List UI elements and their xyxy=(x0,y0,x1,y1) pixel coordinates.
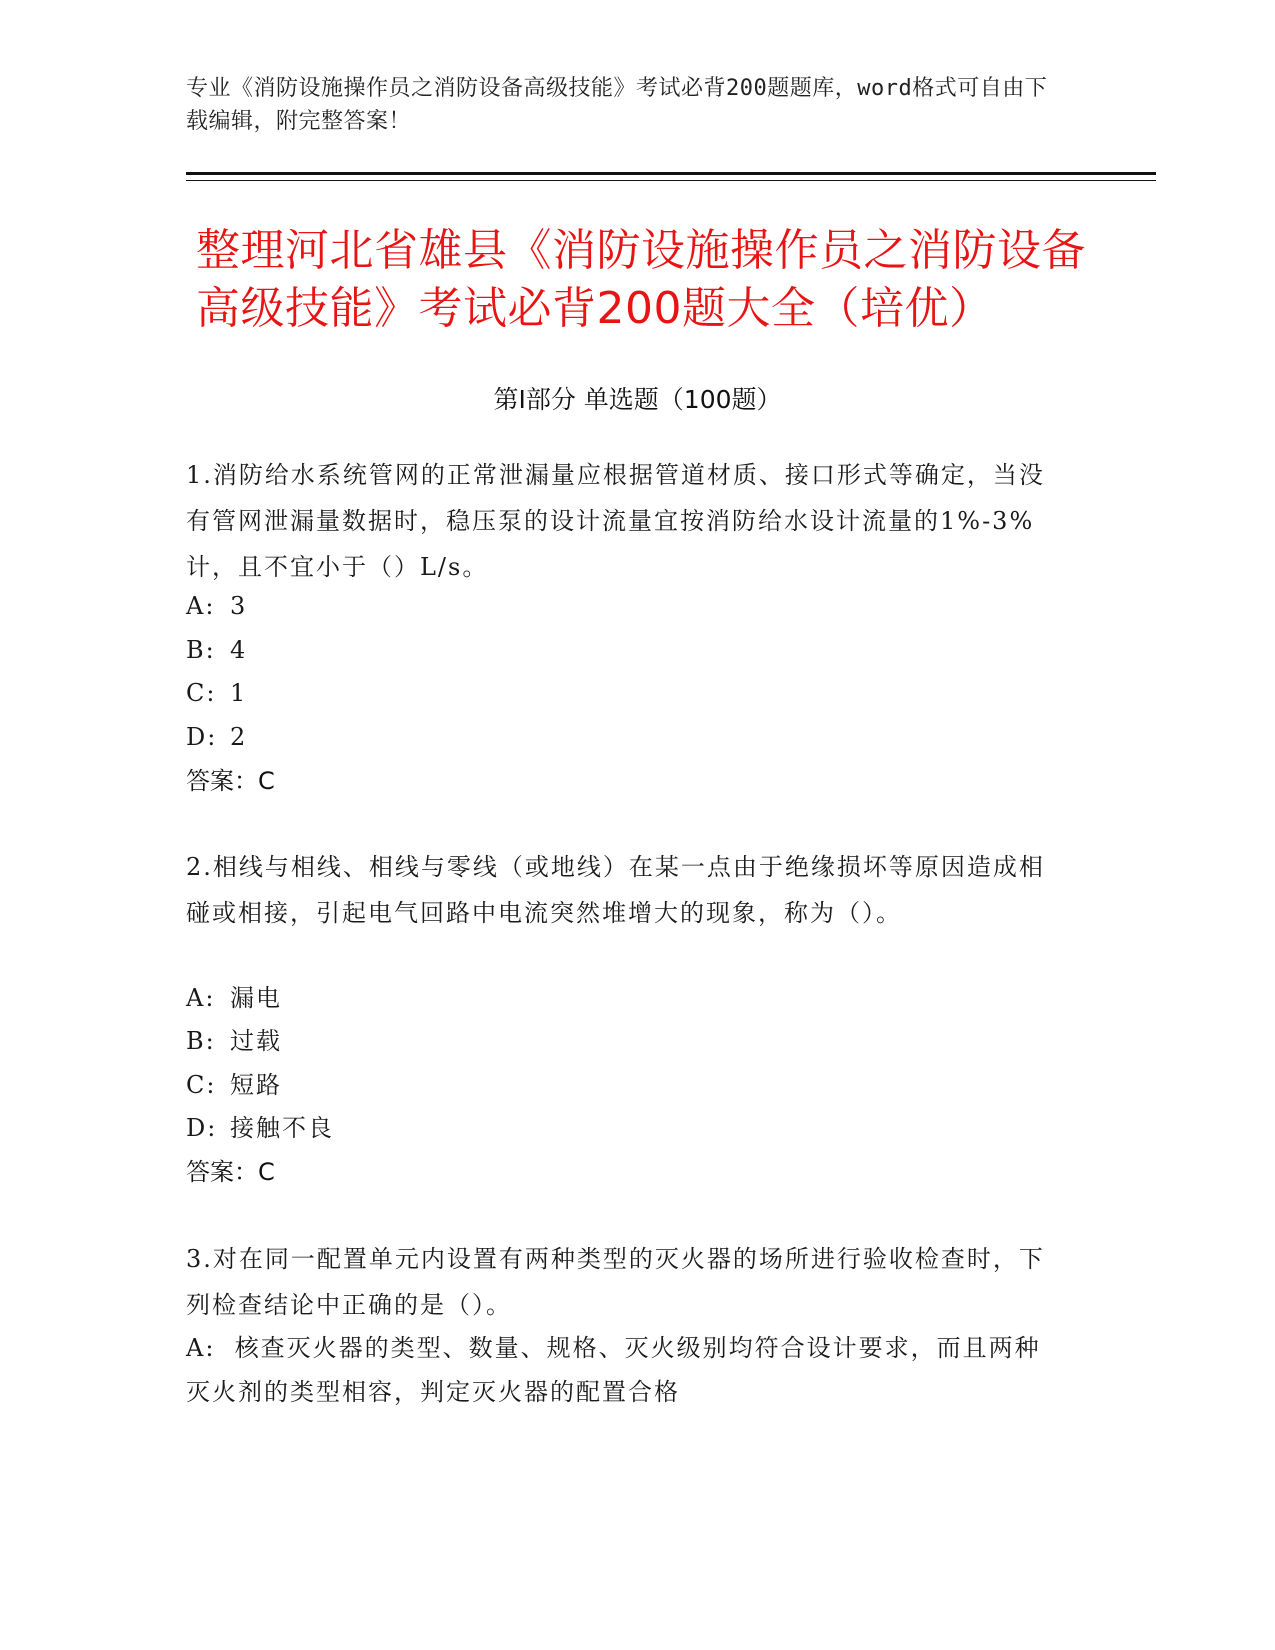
section-title: 第Ⅰ部分 单选题（100题） xyxy=(493,385,782,414)
option-key: C: xyxy=(186,679,217,707)
question-3-option-a xyxy=(186,1326,1066,1414)
question-2-option-b xyxy=(186,1025,1066,1057)
header-note: 专业《消防设施操作员之消防设备高级技能》考试必背200题题库，word格式可自由下载编辑，附完整答案！ xyxy=(186,76,1048,134)
option-value: 1 xyxy=(230,679,248,707)
option-value: 漏电 xyxy=(230,984,282,1012)
document-title: 整理河北省雄县《消防设施操作员之消防设备高级技能》考试必背200题大全（培优） xyxy=(196,225,1086,334)
question-2-text: 2.相线与相线、相线与零线（或地线）在某一点由于绝缘损坏等原因造成相碰或相接，引起电气回路中电流突然堆增大的现象，称为（）。 xyxy=(186,853,1045,927)
question-2-answer: 答案：C xyxy=(186,1158,275,1186)
question-1-text: 1.消防给水系统管网的正常泄漏量应根据管道材质、接口形式等确定，当没有管网泄漏量数据时，稳压泵的设计流量宜按消防给水设计流量的1%-3%计，且不宜小于（）L/s。 xyxy=(186,461,1045,581)
question-1-answer: 答案：C xyxy=(186,767,275,795)
option-key: B: xyxy=(186,636,216,664)
question-3-text: 3.对在同一配置单元内设置有两种类型的灭火器的场所进行验收检查时，下列检查结论中正确的是（）。 xyxy=(186,1245,1045,1319)
option-key: A: xyxy=(186,1334,216,1362)
option-value: 接触不良 xyxy=(230,1114,334,1142)
option-key: B: xyxy=(186,1027,216,1055)
option-value: 短路 xyxy=(230,1071,282,1099)
question-1-option-c xyxy=(186,677,1066,709)
question-2-option-d xyxy=(186,1112,1066,1144)
option-key: D: xyxy=(186,723,218,751)
option-value: 3 xyxy=(230,592,248,620)
option-key: A: xyxy=(186,592,216,620)
option-value: 2 xyxy=(230,723,248,751)
question-1-option-b xyxy=(186,634,1066,666)
header-rule-thin xyxy=(186,180,1156,181)
option-value: 过载 xyxy=(230,1027,282,1055)
option-key: A: xyxy=(186,984,216,1012)
option-value: 4 xyxy=(230,636,248,664)
question-2-option-a xyxy=(186,982,1066,1014)
option-key: D: xyxy=(186,1114,218,1142)
question-2-option-c xyxy=(186,1069,1066,1101)
option-value: 核查灭火器的类型、数量、规格、灭火级别均符合设计要求，而且两种灭火剂的类型相容，判定灭火器的配置合格 xyxy=(186,1334,1041,1406)
header-rule-thick xyxy=(186,172,1156,175)
question-1-option-a xyxy=(186,590,1066,622)
question-1-option-d xyxy=(186,721,1066,753)
option-key: C: xyxy=(186,1071,217,1099)
